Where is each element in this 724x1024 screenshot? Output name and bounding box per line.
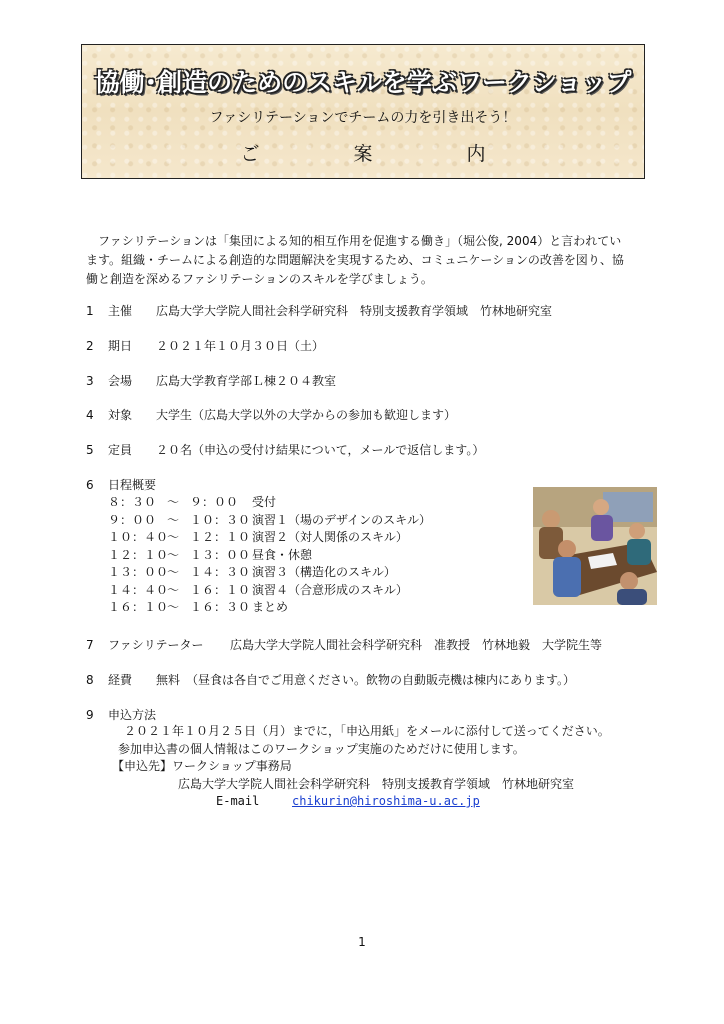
item-capacity <box>86 441 484 458</box>
item-number: 4 <box>86 408 94 422</box>
item-value: 広島大学大学院人間社会科学研究科 特別支援教育学領域 竹林地研究室 <box>156 304 553 318</box>
item-value: 大学生（広島大学以外の大学からの参加も歓迎します） <box>156 408 457 422</box>
contact-heading: 【申込先】ワークショップ事務局 <box>112 759 292 773</box>
item-date <box>86 337 324 354</box>
item-label: 主催 <box>108 304 133 318</box>
schedule-tilde: ～ <box>166 547 179 562</box>
clipart-person-head <box>542 510 560 528</box>
schedule-desc: 昼食・休憩 <box>252 547 313 562</box>
schedule-end: １６：１０ <box>190 582 251 597</box>
schedule-row <box>108 582 431 600</box>
contact-organization: 広島大学大学院人間社会科学研究科 特別支援教育学領域 竹林地研究室 <box>178 776 575 791</box>
clipart-person-body <box>617 589 647 605</box>
schedule-start: １４：４０ <box>108 582 169 597</box>
schedule-end: １３：００ <box>190 547 251 562</box>
item-target <box>86 406 456 423</box>
schedule-list <box>108 494 431 617</box>
item-schedule <box>86 476 156 493</box>
clipart-person-head <box>558 540 576 558</box>
item-number: 8 <box>86 673 94 687</box>
item-label: ファシリテーター <box>108 638 204 652</box>
item-number: 1 <box>86 304 94 318</box>
schedule-tilde: ～ <box>166 530 179 544</box>
item-number: 5 <box>86 443 94 457</box>
intro-line: ます。組織・チームによる創造的な問題解決を実現するため、コミュニケーションの改善を図り、協 <box>86 253 624 267</box>
title-banner <box>81 44 645 179</box>
email-label: E-mail <box>216 794 260 808</box>
item-label: 申込方法 <box>108 708 157 722</box>
item-facilitator <box>86 636 602 653</box>
item-organizer <box>86 302 552 319</box>
clipart-person-body <box>627 539 651 565</box>
clipart-person-head <box>593 499 609 515</box>
meeting-clipart-image <box>533 487 657 605</box>
apply-details <box>112 723 610 811</box>
schedule-tilde: ～ <box>166 495 179 509</box>
clipart-person-body <box>553 557 581 597</box>
schedule-desc: 演習４（合意形成のスキル） <box>252 582 408 597</box>
schedule-start: １６：１０ <box>108 600 169 614</box>
item-value: ２０２１年１０月３０日（土） <box>156 339 325 353</box>
schedule-start: ８：３０ <box>108 495 157 509</box>
schedule-start: １０：４０ <box>108 530 169 544</box>
item-number: 9 <box>86 708 94 722</box>
item-number: 3 <box>86 374 94 388</box>
page-title: 協働･創造のためのスキルを学ぶワークショップ <box>94 68 632 97</box>
schedule-row <box>108 512 431 530</box>
page-number: 1 <box>358 935 366 949</box>
item-label: 対象 <box>108 408 133 422</box>
intro-paragraph <box>86 232 646 289</box>
email-link[interactable]: chikurin@hiroshima-u.ac.jp <box>292 794 480 808</box>
schedule-row <box>108 547 431 565</box>
item-value: 広島大学教育学部Ｌ棟２０４教室 <box>156 374 337 388</box>
item-value: 広島大学大学院人間社会科学研究科 准教授 竹林地毅 大学院生等 <box>230 638 603 652</box>
schedule-desc: 演習１（場のデザインのスキル） <box>252 512 432 527</box>
apply-line: 参加申込書の個人情報はこのワークショップ実施のためだけに使用します。 <box>118 741 525 756</box>
item-label: 日程概要 <box>108 478 157 492</box>
schedule-row <box>108 494 431 512</box>
apply-line: ２０２１年１０月２５日（月）までに，「申込用紙」をメールに添付して送ってください。 <box>124 724 610 738</box>
schedule-start: ９：００ <box>108 512 157 527</box>
schedule-tilde: ～ <box>166 512 179 527</box>
item-number: 7 <box>86 638 94 652</box>
page-subtitle: ファシリテーションでチームの力を引き出そう！ <box>209 110 517 126</box>
schedule-tilde: ～ <box>166 565 179 579</box>
schedule-desc: 受付 <box>252 495 277 509</box>
intro-line: ファシリテーションは「集団による知的相互作用を促進する働き」（堀公俊, 2004）と言われてい <box>98 234 622 248</box>
schedule-end: １６：３０ <box>190 600 251 614</box>
contact-email-row <box>118 793 610 811</box>
item-venue <box>86 372 336 389</box>
schedule-desc: 演習２（対人関係のスキル） <box>252 530 408 544</box>
clipart-person-head <box>620 572 638 590</box>
clipart-person-body <box>591 515 613 541</box>
item-label: 会場 <box>108 374 133 388</box>
item-label: 定員 <box>108 443 133 457</box>
item-label: 経費 <box>108 673 133 687</box>
schedule-row <box>108 599 431 617</box>
schedule-desc: 演習３（構造化のスキル） <box>252 565 396 579</box>
item-label: 期日 <box>108 339 133 353</box>
schedule-end: １２：１０ <box>190 530 251 544</box>
item-number: 2 <box>86 339 94 353</box>
intro-line: 働と創造を深めるファシリテーションのスキルを学びましょう。 <box>86 272 433 286</box>
notice-label: ご 案 内 <box>240 143 530 165</box>
item-number: 6 <box>86 478 94 492</box>
schedule-tilde: ～ <box>166 600 179 614</box>
item-apply <box>86 706 156 723</box>
schedule-end: １０：３０ <box>190 512 251 527</box>
item-fee <box>86 671 575 688</box>
schedule-end: １４：３０ <box>190 565 251 579</box>
item-value: ２０名（申込の受付け結果について，メールで返信します。） <box>156 443 485 457</box>
clipart-person-body <box>539 527 563 559</box>
schedule-start: １３：００ <box>108 565 169 579</box>
schedule-end: ９：００ <box>190 495 239 509</box>
schedule-desc: まとめ <box>252 600 289 614</box>
schedule-row <box>108 564 431 582</box>
schedule-row <box>108 529 431 547</box>
item-value: 無料 （昼食は各自でご用意ください。飲物の自動販売機は棟内にあります。） <box>156 673 576 687</box>
schedule-start: １２：１０ <box>108 547 169 562</box>
clipart-person-head <box>629 523 645 539</box>
schedule-tilde: ～ <box>166 582 179 597</box>
